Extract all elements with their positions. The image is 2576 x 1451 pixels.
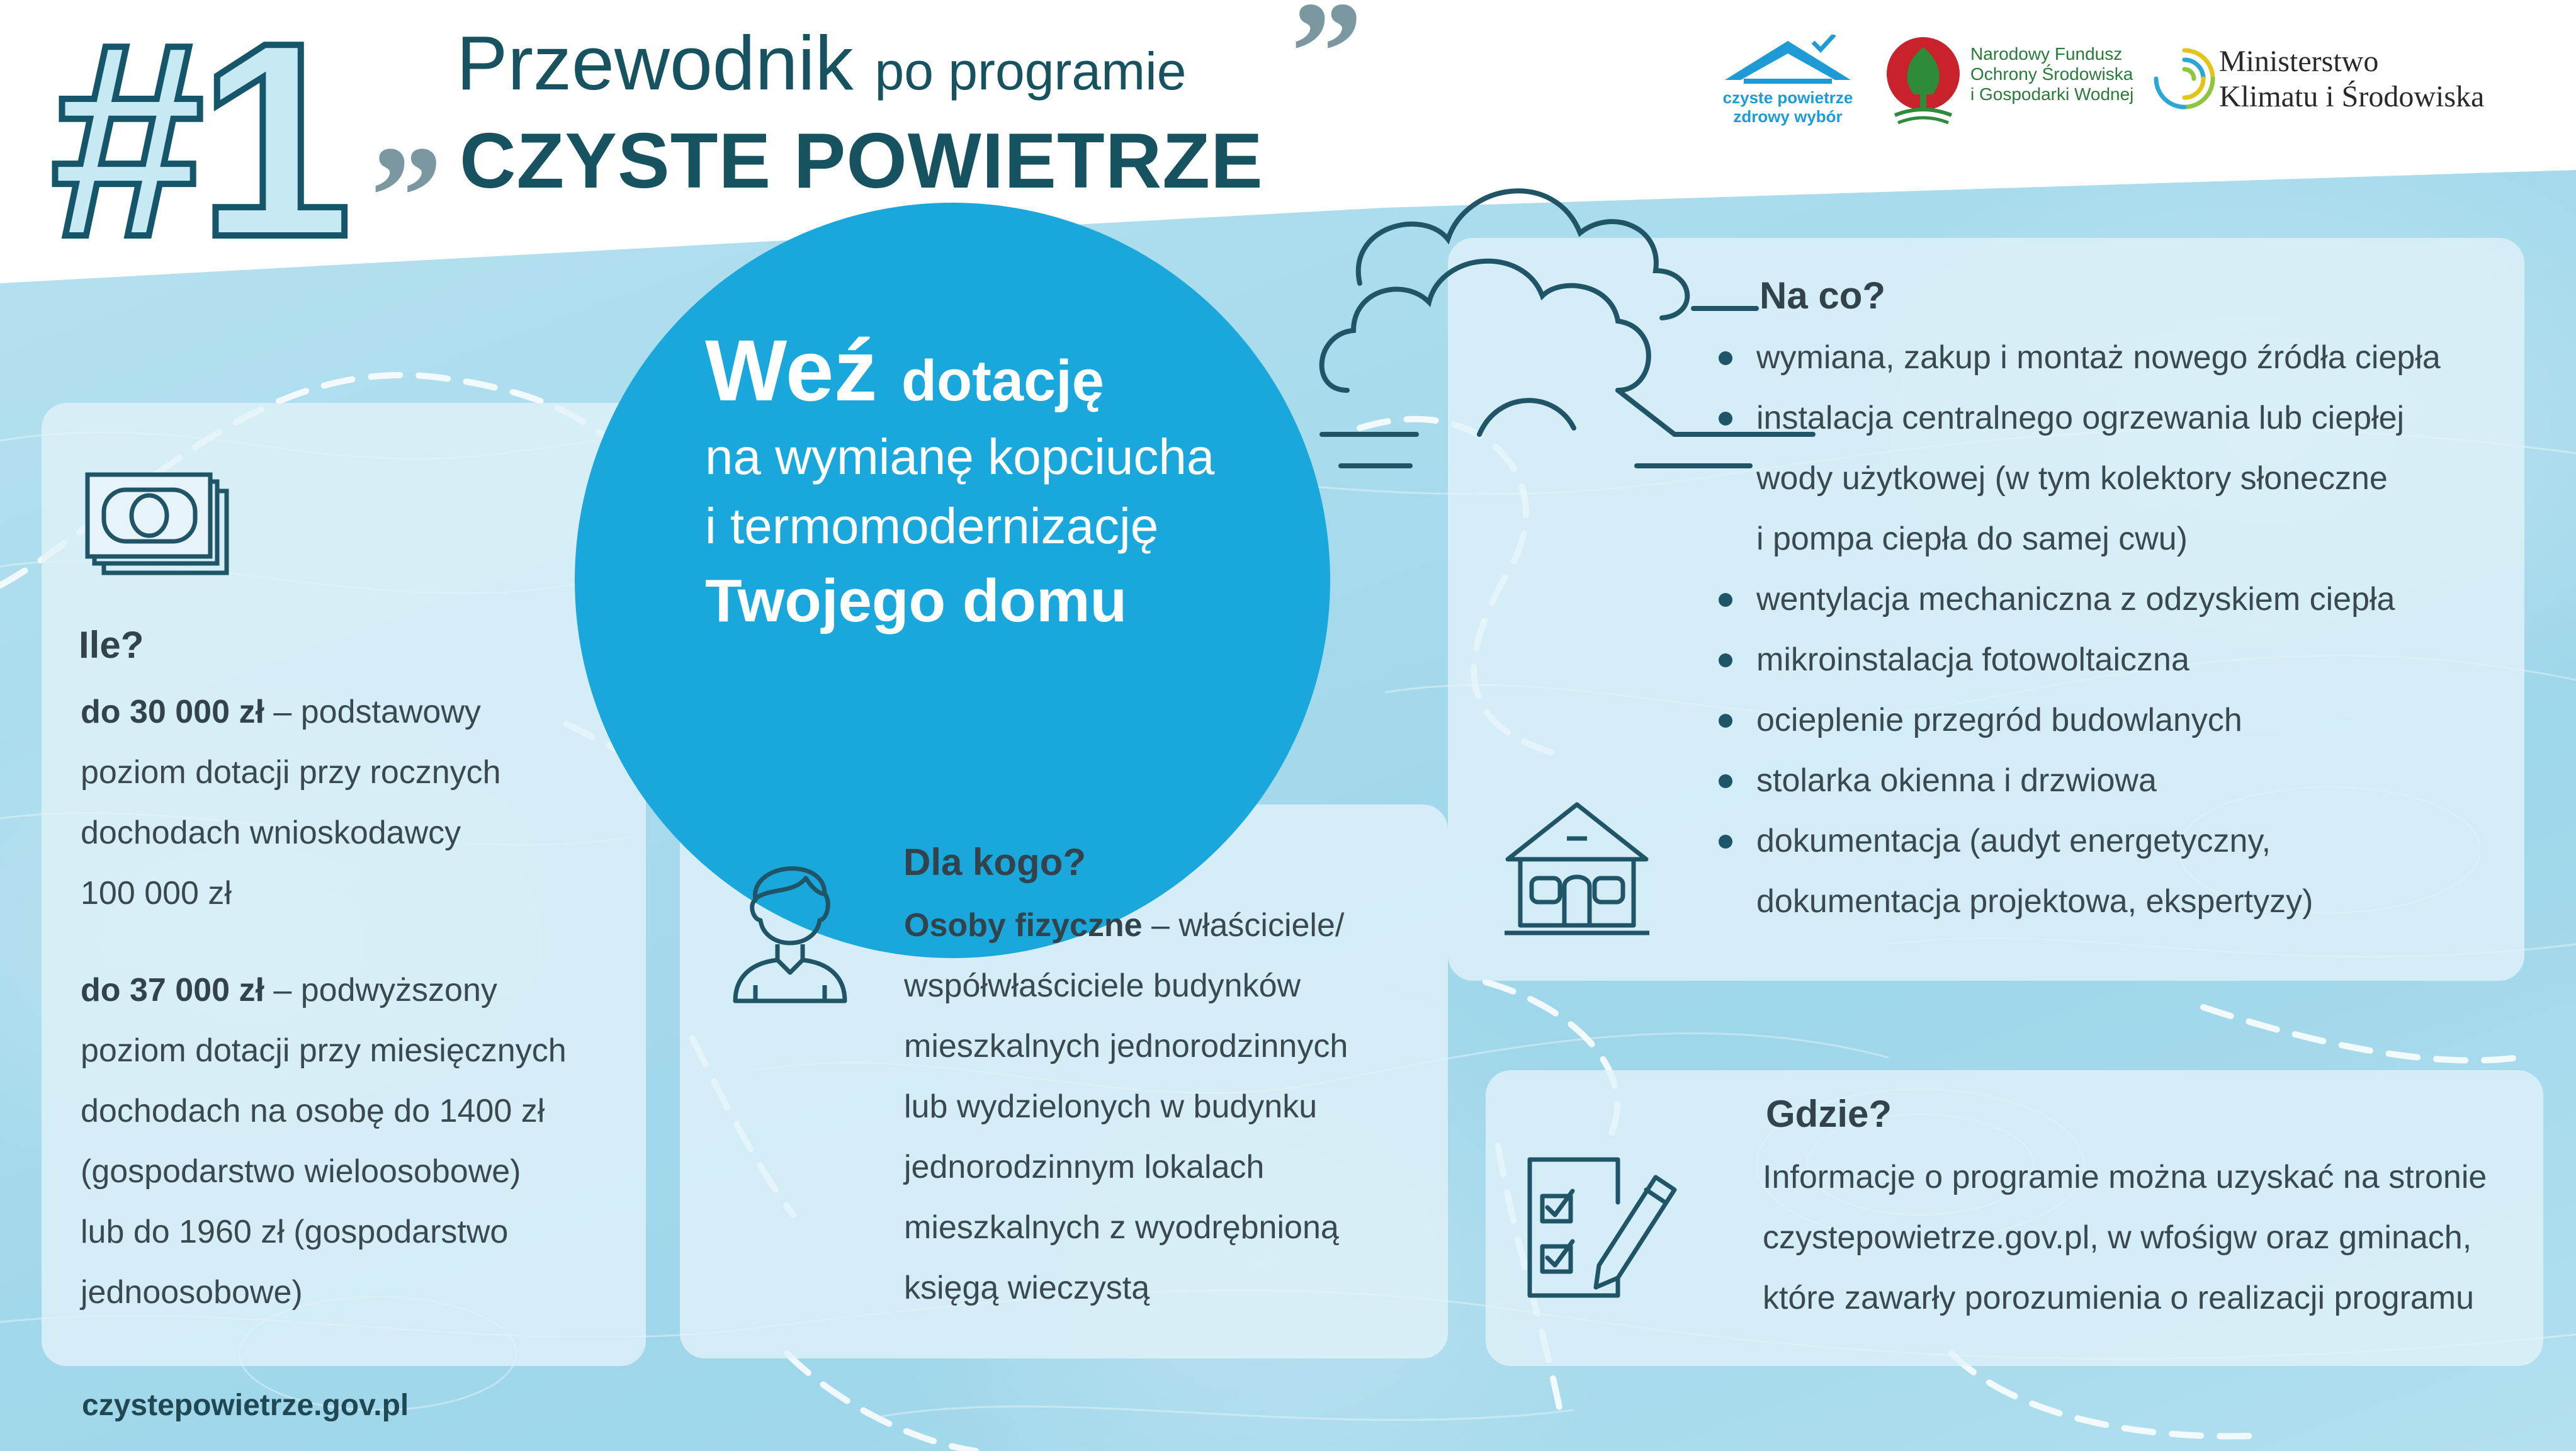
na-co-item-line: instalacja centralnego ogrzewania lub ciepłej: [1756, 400, 2405, 436]
dla-kogo-line3: mieszkalnych jednorodzinnych: [904, 1028, 1348, 1064]
ile-heading: Ile?: [79, 624, 144, 666]
na-co-item-line: dokumentacja (audyt energetyczny,: [1756, 823, 2271, 859]
ile-line10: jednoosobowe): [81, 1274, 303, 1311]
na-co-item: [1719, 811, 2441, 932]
house-check-icon: [1719, 35, 1857, 85]
dla-kogo-heading: Dla kogo?: [903, 841, 1087, 883]
quote-open: „: [371, 41, 444, 201]
nfos-line1: Narodowy Fundusz: [1970, 44, 2123, 64]
na-co-item: [1719, 327, 2441, 388]
ile-amount2: do 37 000 zł: [81, 972, 264, 1008]
ministry-line1: Ministerstwo: [2219, 45, 2379, 78]
circle-line3: i termomodernizację: [705, 498, 1159, 554]
dla-kogo-line1: Osoby fizyczne – właściciele/: [904, 907, 1345, 944]
logo-ministry: [2150, 38, 2540, 132]
title-main: Przewodnik: [456, 20, 854, 106]
circle-headline: [705, 321, 1104, 421]
ile-line9: lub do 1960 zł (gospodarstwo: [81, 1214, 509, 1250]
ile-line3: dochodach wnioskodawcy: [81, 815, 461, 851]
na-co-item: [1719, 750, 2441, 811]
dla-kogo-text: [904, 895, 1348, 1318]
circle-word-bold: Weź: [705, 322, 878, 419]
na-co-item: [1719, 690, 2441, 750]
quote-close: ”: [1291, 0, 1363, 132]
ile-amount1: do 30 000 zł: [81, 694, 264, 730]
gdzie-line2: czystepowietrze.gov.pl, w wfośigw oraz gminach,: [1763, 1219, 2472, 1256]
guide-number: #1: [50, 0, 346, 295]
dla-kogo-line6: mieszkalnych z wyodrębnioną: [904, 1209, 1339, 1246]
circle-line4: Twojego domu: [705, 567, 1127, 635]
cp-logo-line1: czyste powietrze: [1722, 88, 1853, 107]
dla-kogo-line5: jednorodzinnym lokalach: [904, 1149, 1265, 1185]
title-rest: po programie: [874, 42, 1187, 101]
dla-kogo-line2: współwłaściciele budynków: [904, 968, 1301, 1004]
cp-logo-line2: zdrowy wybór: [1733, 107, 1843, 126]
circle-word-rest: dotację: [901, 349, 1104, 413]
na-co-item-line: wody użytkowej (w tym kolektory słoneczne: [1756, 460, 2388, 497]
na-co-item-line: i pompa ciepła do samej cwu): [1756, 521, 2188, 557]
ile-line5: do 37 000 zł – podwyższony: [81, 972, 497, 1008]
dla-kogo-bold: Osoby fizyczne: [904, 907, 1143, 944]
footer-site-link[interactable]: czystepowietrze.gov.pl: [82, 1389, 409, 1422]
page-title: [456, 19, 1186, 107]
na-co-list-wrap: [1719, 327, 2441, 932]
gdzie-heading: Gdzie?: [1766, 1093, 1892, 1135]
na-co-item-line: mikroinstalacja fotowoltaiczna: [1756, 641, 2189, 678]
na-co-item: [1719, 388, 2441, 569]
logo-czyste-powietrze: [1719, 35, 1857, 129]
na-co-list: [1719, 327, 2441, 932]
oak-tree-icon: [1882, 35, 1964, 129]
na-co-item-line: ocieplenie przegród budowlanych: [1756, 702, 2242, 738]
logo-nfosigw: [1882, 35, 2147, 135]
dla-kogo-line7: księgą wieczystą: [904, 1270, 1150, 1306]
ile-line4: 100 000 zł: [81, 875, 232, 912]
person-icon: [730, 850, 850, 1007]
na-co-item-line: stolarka okienna i drzwiowa: [1756, 762, 2157, 799]
ministry-line2: Klimatu i Środowiska: [2219, 80, 2485, 113]
na-co-heading: Na co?: [1760, 274, 1886, 317]
program-name: CZYSTE POWIETRZE: [460, 118, 1263, 205]
nfos-line3: i Gospodarki Wodnej: [1970, 84, 2134, 104]
house-icon: [1501, 799, 1652, 938]
sun-swirl-icon: [2150, 44, 2219, 113]
na-co-item-line: dokumentacja projektowa, ekspertyzy): [1756, 883, 2313, 920]
ile-line7: dochodach na osobę do 1400 zł: [81, 1093, 545, 1129]
ile-line2: poziom dotacji przy rocznych: [81, 754, 501, 791]
ile-line8: (gospodarstwo wieloosobowe): [81, 1153, 521, 1190]
na-co-item-line: wentylacja mechaniczna z odzyskiem ciepła: [1756, 581, 2395, 618]
na-co-item-line: wymiana, zakup i montaż nowego źródła ciepła: [1756, 339, 2441, 376]
gdzie-line3: które zawarły porozumienia o realizacji programu: [1763, 1280, 2475, 1316]
nfos-line2: Ochrony Środowiska: [1970, 64, 2133, 84]
checklist-pencil-icon: [1523, 1152, 1687, 1303]
ile-text: [81, 682, 567, 1323]
gdzie-text: [1763, 1147, 2487, 1328]
na-co-item: [1719, 630, 2441, 690]
money-icon: [85, 472, 230, 579]
gdzie-line1: Informacje o programie można uzyskać na stronie: [1763, 1159, 2487, 1195]
ile-line6: poziom dotacji przy miesięcznych: [81, 1032, 567, 1069]
na-co-item: [1719, 569, 2441, 630]
ile-line1: do 30 000 zł – podstawowy: [81, 694, 481, 730]
circle-line2: na wymianę kopciucha: [705, 429, 1215, 485]
dla-kogo-line4: lub wydzielonych w budynku: [904, 1088, 1318, 1125]
